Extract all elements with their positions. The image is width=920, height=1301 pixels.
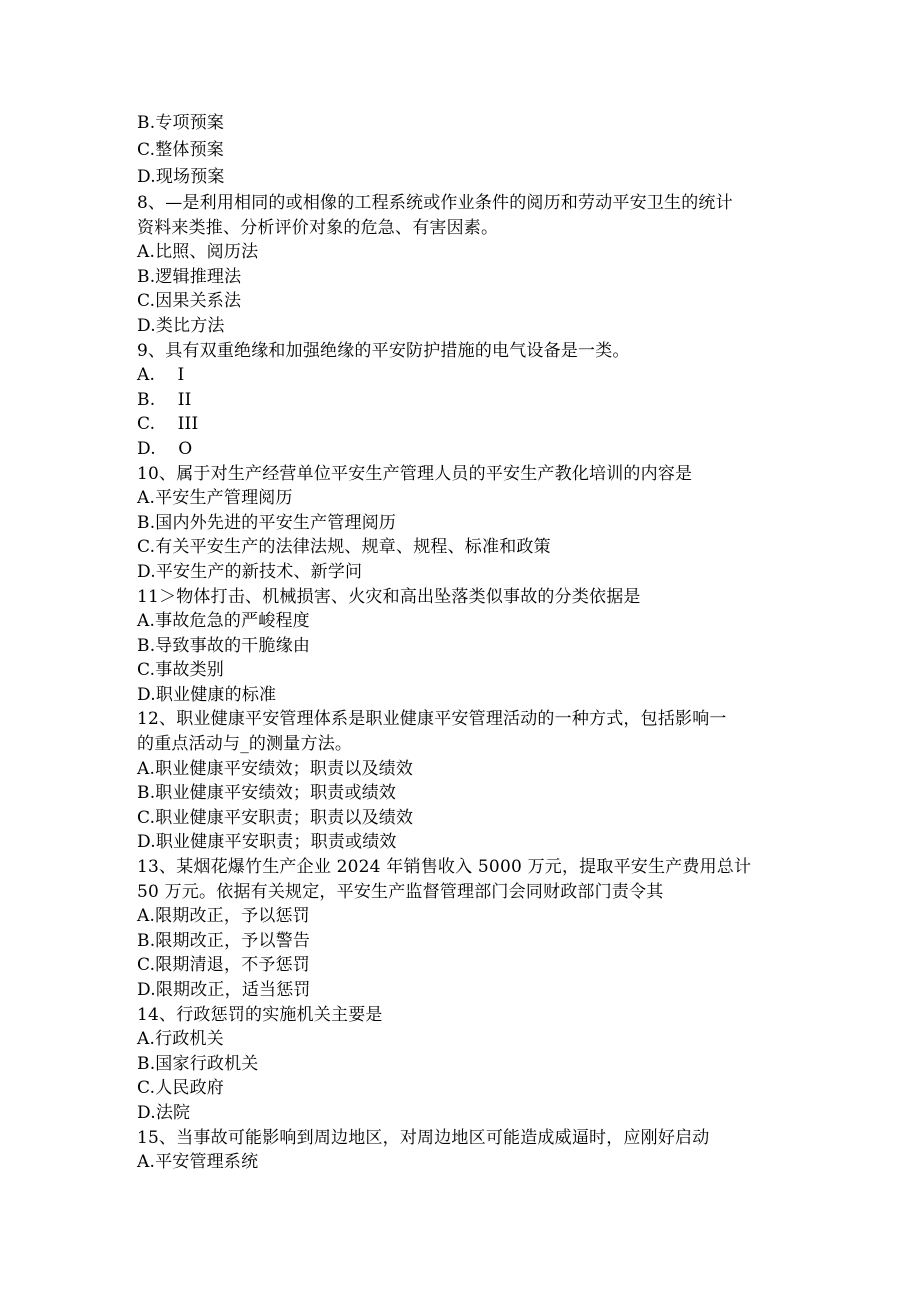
question-12-text: 12、职业健康平安管理体系是职业健康平安管理活动的一种方式，包括影响一 bbox=[137, 709, 727, 730]
q11-option-b: B.导致事故的干脆缘由 bbox=[137, 635, 311, 656]
document-body bbox=[137, 110, 787, 1175]
option-d-line: D.现场预案 bbox=[137, 167, 225, 187]
question-10-text: 10、属于对生产经营单位平安生产管理人员的平安生产教化培训的内容是 bbox=[137, 463, 693, 484]
question-14-text: 14、行政惩罚的实施机关主要是 bbox=[137, 1004, 383, 1025]
q13-option-c: C.限期清退，不予惩罚 bbox=[137, 955, 311, 976]
q13-option-d: D.限期改正，适当惩罚 bbox=[137, 980, 311, 1000]
q9-option-c: C. III bbox=[137, 414, 199, 435]
question-8-text-cont: 资料来类推、分析评价对象的危急、有害因素。 bbox=[137, 217, 499, 238]
q9-option-b: B. II bbox=[137, 389, 192, 410]
q11-option-a: A.事故危急的严峻程度 bbox=[137, 611, 310, 632]
q12-option-c: C.职业健康平安职责；职责以及绩效 bbox=[137, 807, 414, 828]
q8-option-b: B.逻辑推理法 bbox=[137, 266, 242, 287]
question-11-text: 11＞物体打击、机械损害、火灾和高出坠落类似事故的分类依据是 bbox=[137, 586, 641, 607]
q11-option-d: D.职业健康的标准 bbox=[137, 684, 277, 705]
question-15-text: 15、当事故可能影响到周边地区，对周边地区可能造成威逼时，应刚好启动 bbox=[137, 1127, 710, 1148]
q12-option-d: D.职业健康平安职责；职责或绩效 bbox=[137, 832, 397, 853]
question-12-text-cont: 的重点活动与_的测量方法。 bbox=[137, 734, 353, 755]
q9-option-a: A. I bbox=[137, 365, 185, 386]
question-8-text: 8、—是利用相同的或相像的工程系统或作业条件的阅历和劳动平安卫生的统计 bbox=[137, 193, 733, 213]
q10-option-b: B.国内外先进的平安生产管理阅历 bbox=[137, 512, 397, 533]
q13-option-a: A.限期改正，予以惩罚 bbox=[137, 906, 310, 927]
q11-option-c: C.事故类别 bbox=[137, 660, 225, 681]
q14-option-d: D.法院 bbox=[137, 1102, 191, 1123]
q10-option-a: A.平安生产管理阅历 bbox=[137, 488, 293, 509]
q8-option-d: D.类比方法 bbox=[137, 315, 225, 336]
q13-option-b: B.限期改正，予以警告 bbox=[137, 930, 311, 951]
q8-option-c: C.因果关系法 bbox=[137, 291, 242, 312]
q9-option-d: D. O bbox=[137, 438, 193, 459]
question-13-text-cont: 50 万元。依据有关规定，平安生产监督管理部门会同财政部门责令其 bbox=[137, 881, 664, 902]
q12-option-b: B.职业健康平安绩效；职责或绩效 bbox=[137, 783, 397, 804]
q14-option-c: C.人民政府 bbox=[137, 1078, 225, 1099]
q15-option-a: A.平安管理系统 bbox=[137, 1152, 259, 1173]
option-c-line: C.整体预案 bbox=[137, 140, 225, 160]
q14-option-a: A.行政机关 bbox=[137, 1029, 224, 1050]
question-13-text: 13、某烟花爆竹生产企业 2024 年销售收入 5000 万元，提取平安生产费用总计 bbox=[137, 857, 752, 878]
question-9-text: 9、具有双重绝缘和加强绝缘的平安防护措施的电气设备是一类。 bbox=[137, 340, 630, 361]
q10-option-d: D.平安生产的新技术、新学问 bbox=[137, 561, 363, 582]
option-b-line: B.专项预案 bbox=[137, 113, 225, 133]
q8-option-a: A.比照、阅历法 bbox=[137, 242, 259, 263]
q10-option-c: C.有关平安生产的法律法规、规章、规程、标准和政策 bbox=[137, 537, 551, 558]
q14-option-b: B.国家行政机关 bbox=[137, 1053, 259, 1074]
q12-option-a: A.职业健康平安绩效；职责以及绩效 bbox=[137, 758, 414, 779]
